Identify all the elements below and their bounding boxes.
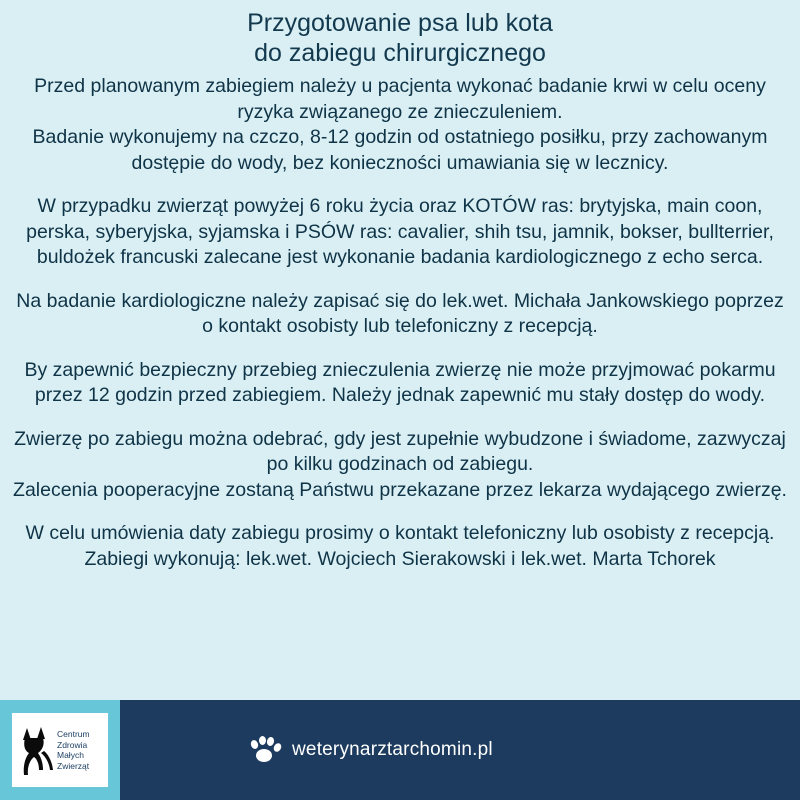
spacer [10, 271, 790, 289]
title-line-1: Przygotowanie psa lub kota [247, 9, 553, 37]
spacer [10, 503, 790, 521]
logo-text-line-3: Małych [57, 750, 84, 760]
paragraph-2: Badanie wykonujemy na czczo, 8-12 godzin od ostatniego posiłku, przy zachowanym dostępie do wody, bez konieczności umawiania się w lecznicy. [32, 126, 768, 174]
spacer [10, 409, 790, 427]
footer [0, 700, 800, 800]
poster-body [0, 74, 800, 700]
footer-logo-panel [0, 700, 120, 800]
paragraph-7: Zalecenia pooperacyjne zostaną Państwu przekazane przez lekarza wydającego zwierzę. [13, 478, 787, 501]
paragraph-9: Zabiegi wykonują: lek.wet. Wojciech Sierakowski i lek.wet. Marta Tchorek [84, 547, 716, 570]
paragraph-8: W celu umówienia daty zabiegu prosimy o kontakt telefoniczny lub osobisty z recepcją. [25, 522, 775, 544]
title-line-2: do zabiegu chirurgicznego [254, 39, 546, 67]
spacer [10, 340, 790, 358]
cat-icon [15, 720, 55, 780]
logo-text-line-1: Centrum [57, 729, 90, 739]
website-url[interactable]: weterynarztarchomin.pl [292, 739, 493, 760]
paragraph-6: Zwierzę po zabiegu można odebrać, gdy jest zupełnie wybudzone i świadome, zazwyczaj po kilku godzinach od zabiegu. [14, 427, 786, 475]
paw-icon [250, 736, 280, 764]
paragraph-3: W przypadku zwierząt powyżej 6 roku życia oraz KOTÓW ras: brytyjska, main coon, perska, syberyjska, syjamska i PSÓW ras: cavalier, shih tsu, jamnik, bokser, bullterrier, buldożek francuski zalecane jest wykonanie badania kardiologicznego z echo serca. [26, 195, 774, 268]
logo-text-line-2: Zdrowia [57, 739, 88, 750]
spacer [10, 176, 790, 194]
paragraph-4: Na badanie kardiologiczne należy zapisać się do lek.wet. Michała Jankowskiego poprzez o kontakt osobisty lub telefoniczny z recepcją. [16, 289, 784, 337]
page-title [0, 0, 800, 74]
clinic-logo-text [55, 729, 90, 771]
logo-text-line-4: Zwierząt [57, 760, 90, 771]
paragraph-5: By zapewnić bezpieczny przebieg znieczulenia zwierzę nie może przyjmować pokarmu przez 12 godzin przed zabiegiem. Należy jednak zapewnić mu stały dostęp do wody. [24, 358, 776, 406]
paragraph-1: Przed planowanym zabiegiem należy u pacjenta wykonać badanie krwi w celu oceny ryzyka związanego ze znieczuleniem. [34, 75, 766, 123]
clinic-logo [12, 713, 108, 787]
footer-website-bar [120, 700, 800, 800]
